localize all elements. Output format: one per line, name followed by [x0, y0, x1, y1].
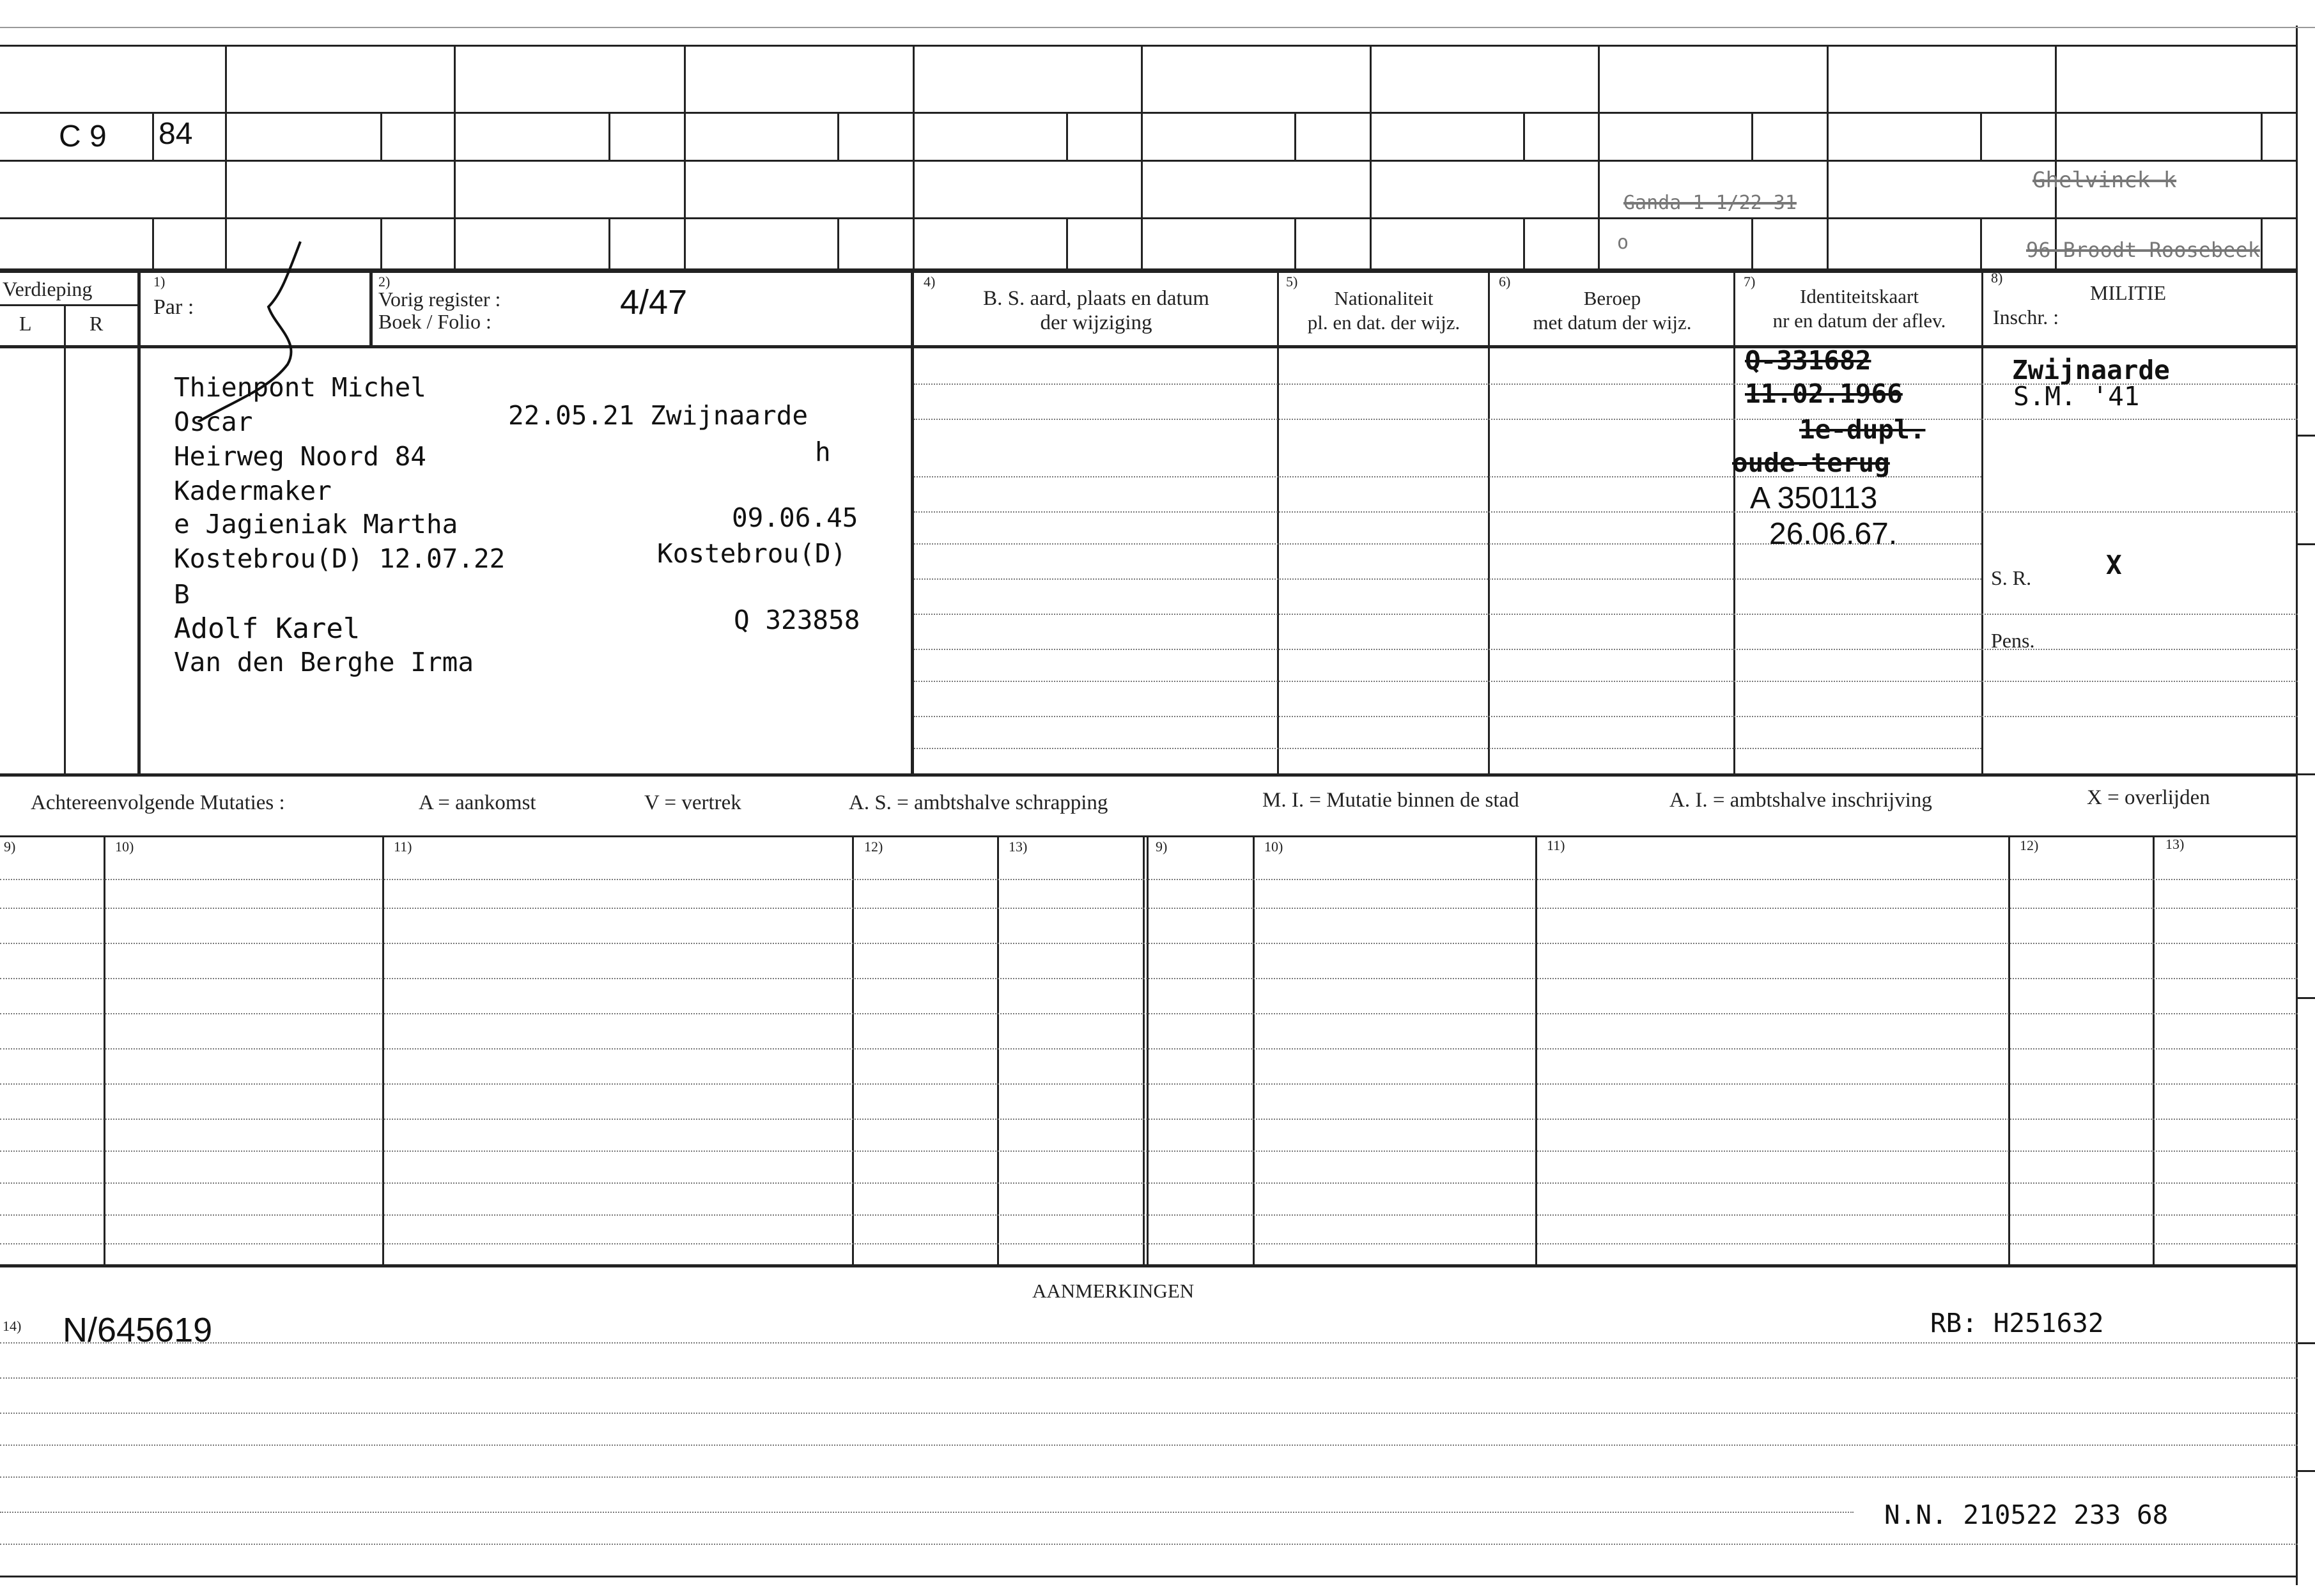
grid-line [0, 304, 137, 306]
grid-line [1370, 45, 1372, 268]
legend-as: A. S. = ambtshalve schrapping [849, 791, 1108, 814]
field-number: 8) [1991, 270, 2003, 286]
grid-line [1143, 835, 1149, 1264]
code-right: 84 [159, 117, 193, 151]
old-id-number: Q-331682 [1745, 345, 1871, 376]
grid-line [1253, 835, 1255, 1264]
col-header: 11) [394, 839, 412, 855]
grid-line [369, 270, 373, 345]
inschr-label: Inschr. : [1993, 306, 2059, 329]
grid-line [0, 112, 2298, 114]
grid-line [64, 304, 66, 775]
field-number: 5) [1286, 274, 1298, 290]
legend-a: A = aankomst [419, 791, 536, 814]
field-number: 7) [1744, 274, 1756, 290]
mother-name: Van den Berghe Irma [174, 647, 474, 678]
par-label: Par : [153, 295, 194, 319]
field-number: 6) [1499, 274, 1511, 290]
ruled-line [914, 716, 2298, 717]
grid-line [454, 45, 456, 268]
bs-header [914, 286, 1278, 335]
edge-tick [2298, 773, 2315, 775]
grid-line [1294, 112, 1296, 160]
q-number: Q 323858 [734, 605, 860, 635]
pens-label: Pens. [1991, 629, 2035, 652]
grid-line [0, 1264, 2298, 1267]
old-id-date: 11.02.1966 [1745, 378, 1903, 409]
ruled-line [0, 978, 2298, 979]
ruled-line [914, 748, 1981, 749]
ruled-line [0, 943, 2298, 944]
ruled-line [0, 1512, 1854, 1513]
grid-line [380, 217, 382, 268]
ruled-line [0, 1013, 2298, 1014]
vorig-register-value: 4/47 [620, 283, 688, 322]
grid-line [152, 217, 154, 268]
grid-line [382, 835, 384, 1264]
col-header: 9) [1156, 839, 1168, 855]
code-left: C 9 [59, 120, 107, 153]
grid-line [911, 270, 914, 775]
grid-line [1277, 270, 1279, 775]
ruled-line [914, 419, 2298, 420]
ruled-line [0, 1445, 2298, 1446]
grid-line [1827, 45, 1829, 268]
sr-label: S. R. [1991, 566, 2032, 589]
scan-edge [0, 27, 2315, 28]
grid-line [0, 160, 2298, 162]
ruled-line [914, 578, 1981, 580]
occupation: Kadermaker [174, 476, 332, 506]
ruled-line [0, 1119, 2298, 1120]
erased-text: o [1617, 231, 1629, 254]
address: Heirweg Noord 84 [174, 441, 426, 472]
edge-tick [2298, 435, 2315, 437]
militie-header: MILITIE [2090, 281, 2167, 304]
bs-header-line2: der wijziging [1040, 311, 1152, 334]
ruled-line [0, 1182, 2298, 1184]
grid-line [1535, 835, 1537, 1264]
edge-tick [2298, 997, 2315, 999]
grid-line [1598, 45, 1600, 268]
ruled-line [0, 879, 2298, 880]
code-b: B [174, 579, 190, 610]
ruled-line [914, 614, 2298, 615]
father-name: Adolf Karel [174, 612, 360, 645]
nationaliteit-line2: pl. en dat. der wijz. [1307, 311, 1460, 334]
new-id-date: 26.06.67. [1769, 517, 1898, 551]
grid-line [152, 112, 154, 160]
col-header: 13) [1009, 839, 1028, 855]
grid-line [852, 835, 854, 1264]
ruled-line [914, 511, 2298, 513]
ruled-line [0, 1083, 2298, 1085]
birth-date-place: 22.05.21 Zwijnaarde [508, 400, 808, 431]
ruled-line [0, 1476, 2298, 1478]
grid-line [2153, 835, 2155, 1264]
grid-line [608, 217, 610, 268]
col-header: 13) [2165, 836, 2185, 852]
grid-line [1751, 217, 1753, 268]
field-number: 2) [378, 274, 391, 290]
ruled-line [914, 649, 2298, 650]
grid-line [0, 1576, 2298, 1577]
militie-sm: S.M. '41 [2013, 381, 2140, 412]
legend-x: X = overlijden [2087, 786, 2210, 809]
vorig-register-label: Vorig register : [378, 288, 501, 311]
ruled-line [0, 1377, 2298, 1379]
grid-line [1523, 112, 1525, 160]
beroep-line2: met datum der wijz. [1533, 311, 1692, 334]
grid-line [0, 270, 2298, 273]
ruled-line [0, 1048, 2298, 1050]
old-returned-note: oude-terug [1732, 447, 1890, 478]
grid-line [1141, 45, 1143, 268]
new-id-number: A 350113 [1750, 481, 1878, 515]
edge-tick [2298, 1470, 2315, 1472]
grid-line [380, 112, 382, 160]
col-header: 12) [2020, 837, 2039, 853]
erased-text: Ganda 1 1/22 31 [1623, 192, 1797, 214]
identiteitskaart-line1: Identiteitskaart [1800, 285, 1919, 307]
grid-line [1751, 112, 1753, 160]
person-firstname2: Oscar [174, 407, 253, 437]
bs-header-line1: B. S. aard, plaats en datum [983, 287, 1209, 310]
edge-tick [2298, 543, 2315, 545]
boek-folio-label: Boek / Folio : [378, 310, 492, 333]
grid-line [2296, 26, 2298, 1585]
grid-line [2261, 112, 2263, 160]
grid-line [608, 112, 610, 160]
grid-line [913, 45, 915, 268]
sr-value: X [2106, 550, 2122, 580]
grid-line [104, 835, 105, 1264]
legend-mi: M. I. = Mutatie binnen de stad [1262, 789, 1519, 812]
ruled-line [0, 908, 2298, 909]
legend-ai: A. I. = ambtshalve inschrijving [1669, 789, 1932, 812]
marriage-place: Kostebrou(D) [657, 538, 847, 569]
col-header: 9) [4, 839, 16, 855]
grid-line [2008, 835, 2010, 1264]
ruled-line [0, 1243, 2298, 1244]
identiteitskaart-line2: nr en datum der aflev. [1772, 309, 1946, 332]
beroep-line1: Beroep [1583, 287, 1641, 309]
grid-line [837, 217, 839, 268]
grid-line [1294, 217, 1296, 268]
field-number: 14) [3, 1318, 22, 1334]
col-header: 11) [1547, 837, 1565, 853]
field-number: 4) [924, 274, 936, 290]
legend-v: V = vertrek [644, 791, 741, 814]
ruled-line [914, 681, 2298, 682]
grid-line [0, 773, 2298, 777]
field-number: 1) [153, 274, 166, 290]
nationaliteit-header [1278, 286, 1489, 335]
l-label: L [19, 312, 32, 335]
r-label: R [89, 312, 104, 335]
militie-place: Zwijnaarde [2012, 355, 2170, 385]
person-name: Thienpont Michel [174, 372, 426, 403]
edge-tick [2298, 1342, 2315, 1344]
mutaties-title: Achtereenvolgende Mutaties : [31, 791, 285, 814]
grid-line [1733, 270, 1735, 775]
nationaliteit-line1: Nationaliteit [1334, 287, 1434, 309]
grid-line [2261, 217, 2263, 268]
marriage-date: 09.06.45 [732, 502, 858, 533]
aanmerkingen-title: AANMERKINGEN [1032, 1280, 1195, 1302]
grid-line [1066, 112, 1068, 160]
grid-line [0, 835, 2298, 837]
grid-line [2055, 45, 2057, 268]
rb-number: RB: H251632 [1930, 1308, 2104, 1338]
grid-line [0, 217, 2298, 219]
grid-line [997, 835, 999, 1264]
remark-number: N/645619 [63, 1311, 213, 1349]
grid-line [1980, 217, 1982, 268]
col-header: 10) [115, 839, 134, 855]
sex-code: h [815, 437, 831, 467]
grid-line [1523, 217, 1525, 268]
grid-line [1980, 112, 1982, 160]
col-header: 12) [864, 839, 883, 855]
grid-line [0, 45, 2298, 47]
ruled-line [0, 1151, 2298, 1152]
spouse: e Jagieniak Martha [174, 509, 458, 539]
grid-line [0, 345, 2298, 348]
erased-text: Ghelvinck k [2032, 167, 2177, 193]
ruled-line [0, 1342, 2298, 1344]
grid-line [837, 112, 839, 160]
erased-text: 96 Broodt Roosebeek [2026, 238, 2261, 262]
national-number: N.N. 210522 233 68 [1884, 1499, 2169, 1530]
grid-line [137, 270, 141, 775]
grid-line [684, 45, 686, 268]
grid-line [1981, 270, 1983, 775]
duplicate-note: 1e-dupl. [1799, 414, 1926, 445]
ruled-line [0, 1413, 2298, 1414]
col-header: 10) [1264, 839, 1283, 855]
ruled-line [0, 1214, 2298, 1216]
identiteitskaart-header [1735, 284, 1983, 333]
grid-line [1488, 270, 1490, 775]
ruled-line [0, 1544, 2298, 1545]
grid-line [1066, 217, 1068, 268]
verdieping-label: Verdieping [3, 277, 93, 300]
spouse-birth: Kostebrou(D) 12.07.22 [174, 543, 506, 574]
beroep-header [1489, 286, 1735, 335]
